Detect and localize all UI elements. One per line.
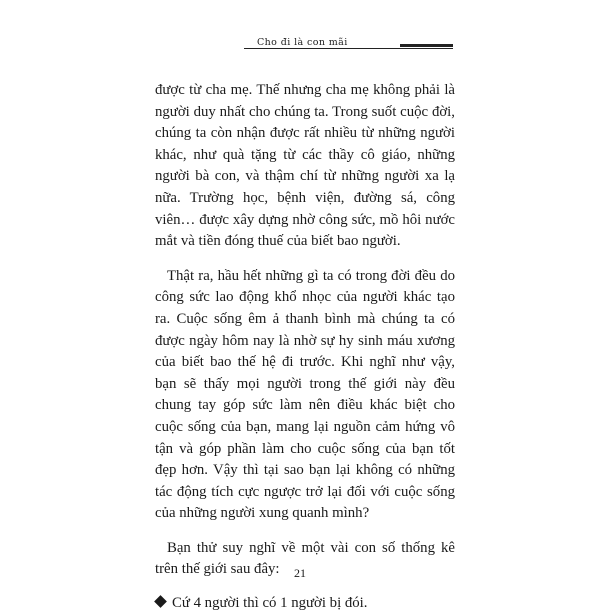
header-accent-bar [400, 44, 453, 47]
page-number: 21 [294, 566, 306, 580]
header-rule [244, 48, 453, 49]
bullet-item-text: Cứ 4 người thì có 1 người bị đói. [172, 595, 368, 612]
paragraph-continuation: được từ cha mẹ. Thế nhưng cha mẹ không phải là người duy nhất cho chúng ta. Trong suốt cuộc đời, chúng ta còn nhận được rất nhiều từ những người khác, như quà tặng từ các thầy cô giáo, những người bà con, và thậm chí từ những người xa lạ nữa. Trường học, bệnh viện, đường sá, công viên… được xây dựng nhờ công sức, mồ hôi nước mắt và tiền đóng thuế của biết bao người. [155, 82, 455, 250]
body-text [155, 80, 455, 615]
paragraph-gap [155, 253, 455, 266]
bullet-item [155, 593, 455, 615]
paragraph-gap [155, 525, 455, 538]
paragraph: Thật ra, hầu hết những gì ta có trong đời đều do công sức lao động khổ nhọc của người khác tạo ra. Cuộc sống êm ả thanh bình mà chúng ta có được ngày hôm nay là nhờ sự hy sinh máu xương của biết bao thế hệ đi trước. Khi nghĩ như vậy, bạn sẽ thấy mọi người trong thế giới này đều chung tay góp sức làm nên điều khác biệt cho cuộc sống của bạn, mang lại nguồn cảm hứng vô tận và góp phần làm cho cuộc sống của bạn tốt đẹp hơn. Vậy thì tại sao bạn lại không có những tác động tích cực ngược trở lại đối với cuộc sống của những người xung quanh mình? [155, 267, 455, 522]
paragraph: Bạn thử suy nghĩ về một vài con số thống kê trên thế giới sau đây: [155, 539, 455, 578]
diamond-bullet-icon [154, 595, 167, 608]
running-header-title: Cho đi là con mãi [257, 37, 348, 48]
